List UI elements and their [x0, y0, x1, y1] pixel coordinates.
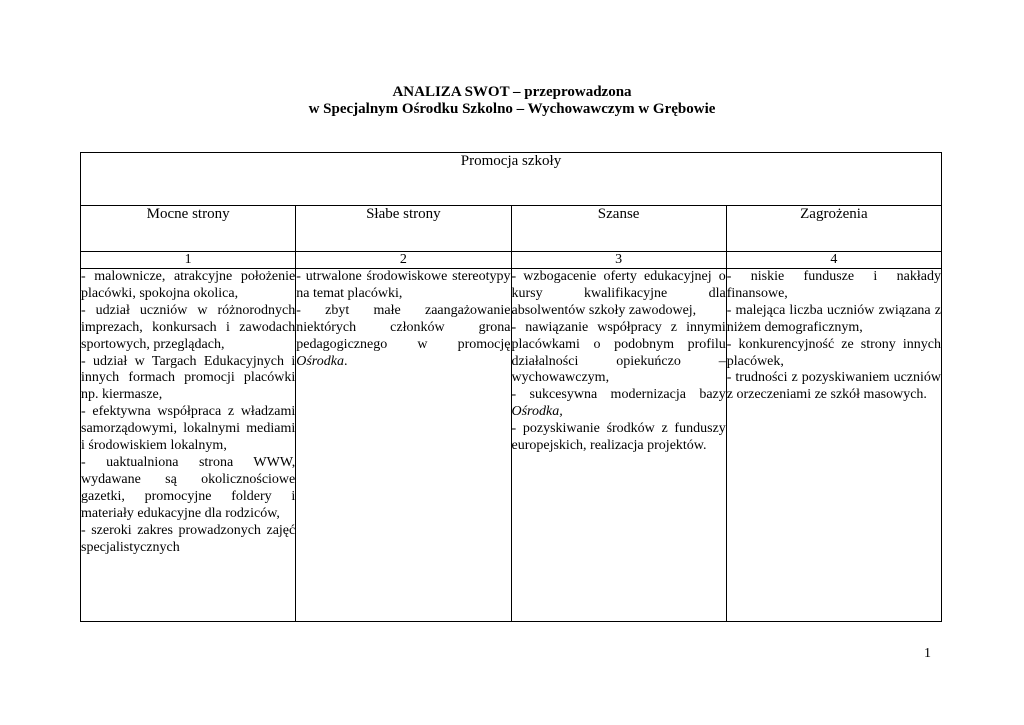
column-header-mocne-strony: Mocne strony [81, 206, 296, 252]
column-number-2: 2 [296, 252, 511, 269]
column-number-row [81, 252, 942, 269]
list-item: - pozyskiwanie środków z funduszy europejskich, realizacja projektów. [511, 421, 726, 454]
column-header-slabe-strony: Słabe strony [296, 206, 511, 252]
document-title [0, 84, 1024, 118]
content-row [81, 269, 942, 622]
list-item: - malejąca liczba uczniów związana z niżem demograficznym, [726, 302, 941, 335]
list-item: - nawiązanie współpracy z innymi placówkami o podobnym profilu działalności opiekuńczo – wychowawczym, [511, 319, 726, 386]
list-item: - trudności z pozyskiwaniem uczniów z orzeczeniami ze szkół masowych. [726, 370, 941, 403]
table-title: Promocja szkoły [81, 153, 942, 206]
list-item: - wzbogacenie oferty edukacyjnej o kursy kwalifikacyjne dla absolwentów szkoły zawodowej, [511, 269, 726, 318]
title-line-1: ANALIZA SWOT – przeprowadzona [392, 84, 632, 100]
list-item: - konkurencyjność ze strony innych placówek, [726, 336, 941, 369]
list-item: - uaktualniona strona WWW, wydawane są okolicznościowe gazetki, promocyjne foldery i materiały edukacyjne dla rodziców, [81, 454, 296, 521]
list-item: - efektywna współpraca z władzami samorządowymi, lokalnymi mediami i środowiskiem lokalnym, [81, 404, 296, 454]
list-item: - szeroki zakres prowadzonych zajęć specjalistycznych [81, 522, 296, 555]
list-item: - sukcesywna modernizacja bazy Ośrodka, [511, 387, 726, 420]
column-header-szanse: Szanse [511, 206, 726, 252]
cell-mocne-strony [81, 269, 296, 622]
cell-zagrozenia [726, 269, 941, 622]
page-number: 1 [924, 646, 931, 661]
column-header-row [81, 206, 942, 252]
column-number-4: 4 [726, 252, 941, 269]
list-item: - malownicze, atrakcyjne położenie placówki, spokojna okolica, [81, 269, 296, 301]
list-item: - udział w Targach Edukacyjnych i innych formach promocji placówki np. kiermasze, [81, 353, 296, 403]
list-item: - utrwalone środowiskowe stereotypy na temat placówki, [296, 269, 511, 301]
column-number-1: 1 [81, 252, 296, 269]
title-line-2: w Specjalnym Ośrodku Szkolno – Wychowawczym w Grębowie [308, 101, 716, 117]
swot-table [80, 152, 942, 622]
list-item: - zbyt małe zaangażowanie niektórych członków grona pedagogicznego w promocję Ośrodka. [296, 302, 511, 369]
column-number-3: 3 [511, 252, 726, 269]
table-title-row [81, 153, 942, 206]
cell-szanse [511, 269, 726, 622]
list-item: - udział uczniów w różnorodnych imprezach, konkursach i zawodach sportowych, przeglądach, [81, 302, 296, 352]
column-header-zagrozenia: Zagrożenia [726, 206, 941, 252]
list-item: - niskie fundusze i nakłady finansowe, [726, 269, 941, 301]
cell-slabe-strony [296, 269, 511, 622]
